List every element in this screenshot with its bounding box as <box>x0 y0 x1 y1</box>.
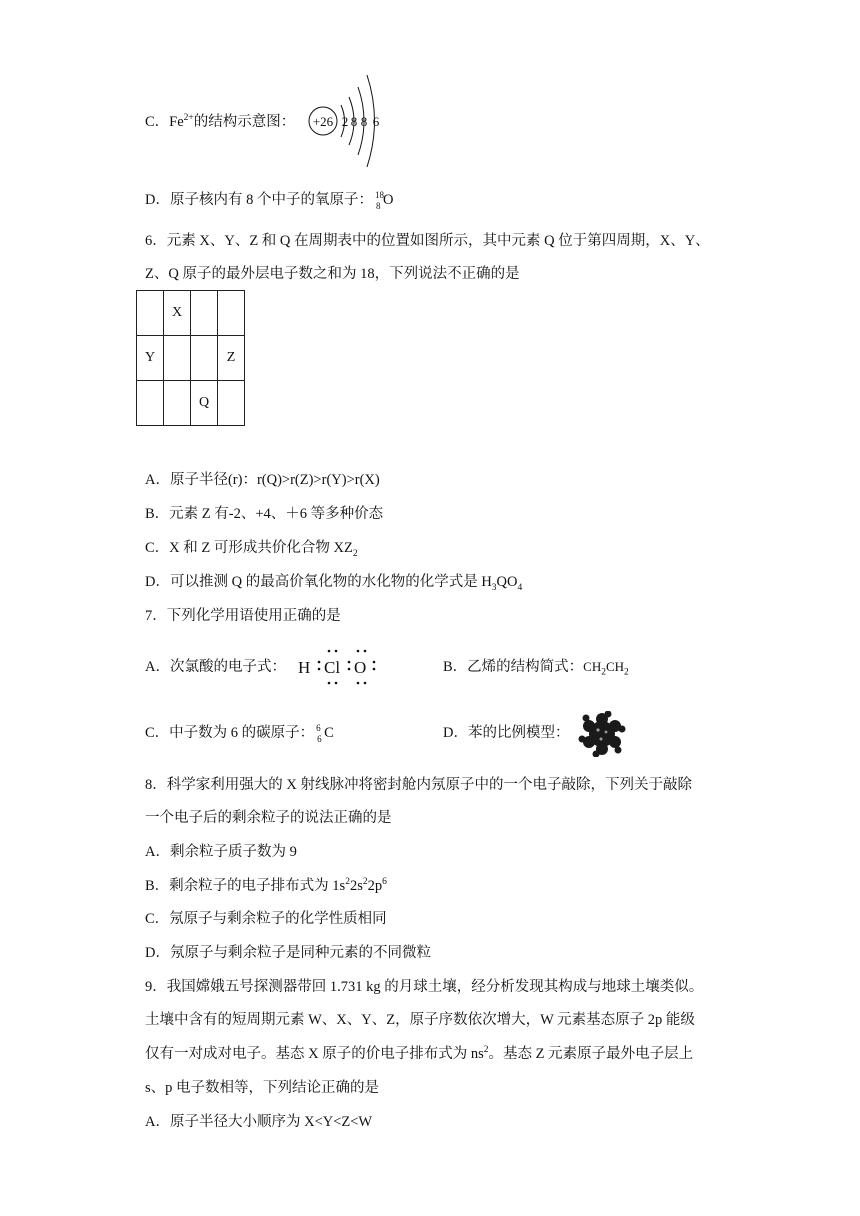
q9-stem-line4: s、p 电子数相等，下列结论正确的是 <box>145 1080 380 1096</box>
q7-option-a: A．次氯酸的电子式： <box>145 659 286 675</box>
q9-option-a: A．原子半径大小顺序为 X<Y<Z<W <box>145 1114 373 1130</box>
cell <box>164 336 191 381</box>
shell-4-count: 6 <box>372 114 380 129</box>
q7-option-b: B．乙烯的结构简式：$CH_2CH_2$ <box>443 659 629 678</box>
q9-stem-line2: 土壤中含有的短周期元素 W、X、Y、Z，原子序数依次增大，W 元素基态原子 2p 能级 <box>145 1012 695 1028</box>
q8-option-c: C．氖原子与剩余粒子的化学性质相同 <box>145 911 387 927</box>
q6-stem-line2: Z、Q 原子的最外层电子数之和为 18，下列说法不正确的是 <box>145 266 520 282</box>
q6-stem-line1: 6．元素 X、Y、Z 和 Q 在周期表中的位置如图所示，其中元素 Q 位于第四周期，X、Y、 <box>145 233 710 249</box>
atom-cl: Cl <box>324 658 341 677</box>
q7-option-c: C．中子数为 6 的碳原子： 6 6 C <box>145 722 334 744</box>
q6-option-a: A．原子半径(r)：r(Q)>r(Z)>r(Y)>r(X) <box>145 472 380 488</box>
cell <box>137 291 164 336</box>
fe-ion-structure-diagram <box>300 72 395 170</box>
cell-y: Y <box>137 336 164 381</box>
cell-q: Q <box>191 381 218 426</box>
shell-3-count: 8 <box>360 114 368 129</box>
atom-h: H <box>298 658 311 677</box>
cell-x: X <box>164 291 191 336</box>
q9-stem-line1: 9．我国嫦娥五号探测器带回 1.731 kg 的月球土壤，经分析发现其构成与地球土壤类似。 <box>145 979 704 995</box>
cell <box>191 291 218 336</box>
q6-option-c: C．X 和 Z 可形成共价化合物 $XZ_2$ <box>145 540 358 559</box>
carbon-isotope: 6 6 <box>316 722 322 744</box>
q7-option-d: D．苯的比例模型： <box>443 725 570 741</box>
cell <box>137 381 164 426</box>
q8-stem-line1: 8．科学家利用强大的 X 射线脉冲将密封舱内氖原子中的一个电子敲除，下列关于敲除 <box>145 777 692 793</box>
q6-option-b: B．元素 Z 有-2、+4、＋6 等多种价态 <box>145 506 384 522</box>
benzene-space-filling-model-image <box>578 711 626 757</box>
atom-o: O <box>354 658 367 677</box>
q6-option-d: D．可以推测 Q 的最高价氧化物的水化物的化学式是 $H_3QO_4$ <box>145 574 523 593</box>
q8-option-b: B．剩余粒子的电子排布式为 $1s^22s^22p^6$ <box>145 877 387 894</box>
hclo-electron-formula <box>296 646 386 688</box>
cell <box>191 336 218 381</box>
q8-option-d: D．氖原子与剩余粒子是同种元素的不同微粒 <box>145 945 431 961</box>
cell-z: Z <box>218 336 245 381</box>
nucleus-label: +26 <box>312 114 334 129</box>
q7-stem: 7．下列化学用语使用正确的是 <box>145 608 341 624</box>
oxygen-isotope: 18 8 <box>374 189 384 211</box>
cell <box>218 381 245 426</box>
cell <box>164 381 191 426</box>
shell-2-count: 8 <box>350 114 358 129</box>
shell-1-count: 2 <box>341 114 349 129</box>
periodic-table-fragment <box>136 290 245 426</box>
option-d-oxygen: D．原子核内有 8 个中子的氧原子： 18 8 O <box>145 189 394 211</box>
q9-stem-line3: 仅有一对成对电子。基态 X 原子的价电子排布式为 $ns^2$。基态 Z 元素原子最外电子层上 <box>145 1045 694 1062</box>
q8-stem-line2: 一个电子后的剩余粒子的说法正确的是 <box>145 810 392 826</box>
option-c-fe: C．$Fe^{2+}$的结构示意图： <box>145 113 296 130</box>
q8-option-a: A．剩余粒子质子数为 9 <box>145 844 297 860</box>
cell <box>218 291 245 336</box>
